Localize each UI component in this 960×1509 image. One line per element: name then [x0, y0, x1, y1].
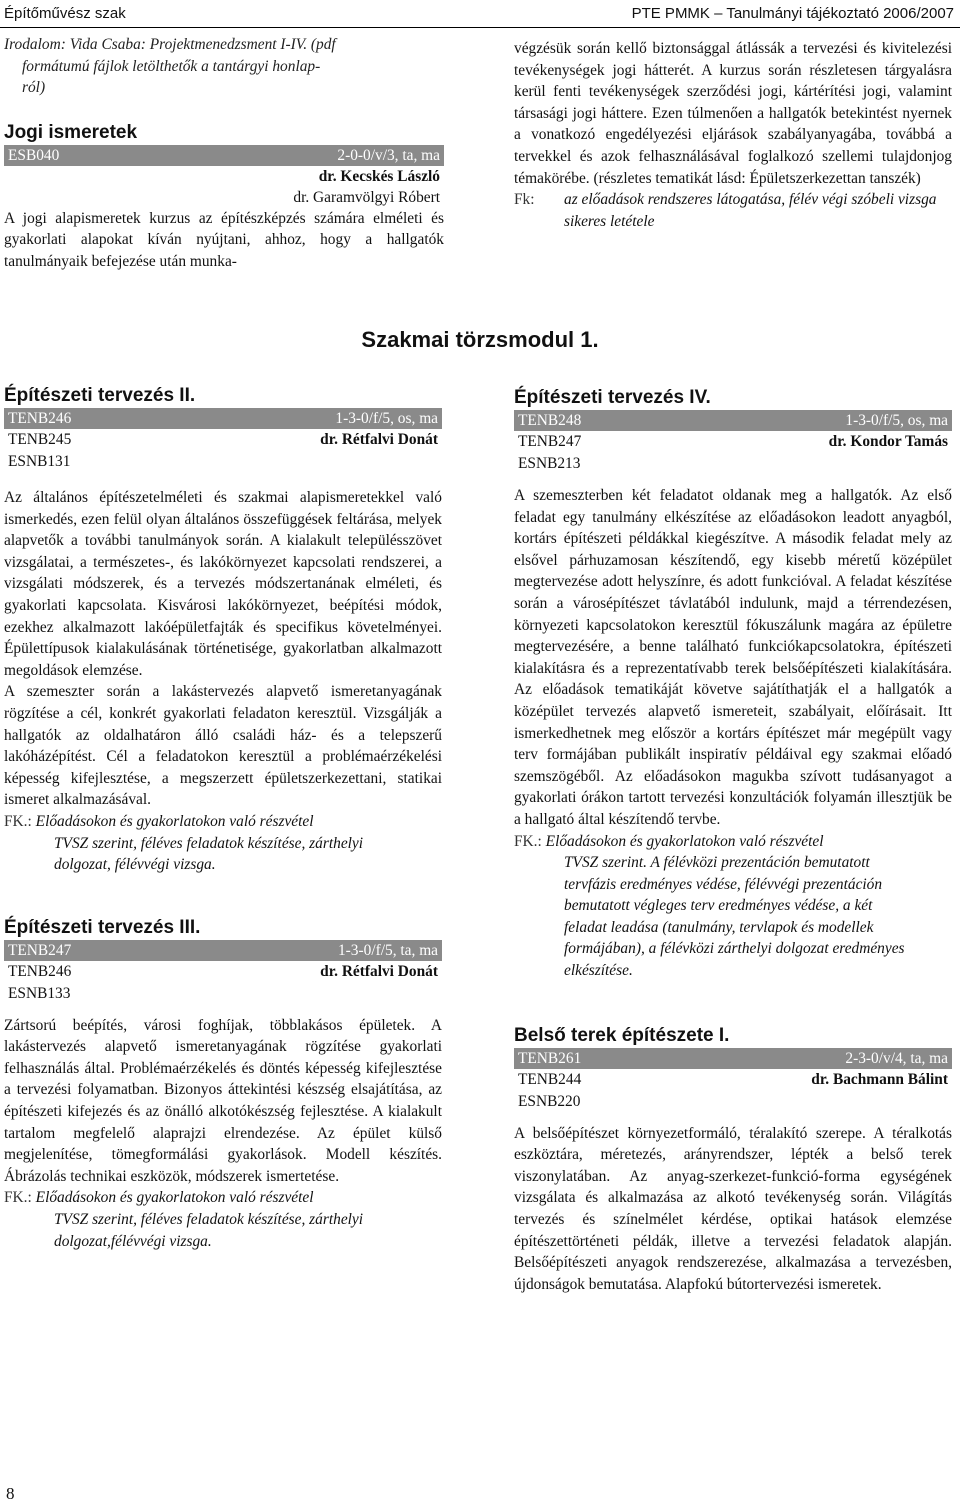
prereq-code: TENB246: [8, 962, 72, 980]
bottom-left-column: [4, 384, 442, 1252]
fk-rest: TVSZ szerint, féléves feladatok készítése, zárthelyi dolgozat,félévvégi vizsga.: [54, 1211, 364, 1250]
course-requirements-rest: [514, 852, 952, 982]
fk-label: FK.:: [514, 832, 542, 850]
fk-rest: TVSZ szerint, féléves feladatok készítése, zárthelyi dolgozat, félévvégi vizsga.: [54, 834, 364, 874]
literature-line-2: formátumú fájlok letölthetők a tantárgyi honlap-: [22, 57, 321, 75]
prereq-row: [4, 429, 442, 451]
course-code-bar: [514, 410, 952, 431]
prereq-row: [514, 1069, 952, 1091]
course-belso-terek-epiteszete-1: [514, 1024, 952, 1296]
course-code: TENB246: [8, 410, 72, 427]
module-title: Szakmai törzsmodul 1.: [361, 327, 599, 352]
course-title: Építészeti tervezés II.: [4, 385, 196, 406]
fk-line-1: Előadásokon és gyakorlatokon való részvétel: [35, 812, 314, 830]
course-credits: 1-3-0/f/5, ta, ma: [337, 941, 438, 959]
course-description-jogi: A jogi alapismeretek kurzus az építészképzés számára elméleti és gyakorlati alapokat kíván nyújtani, ahhoz, hogy a hallgatók tanulmányaik befejezése után munka-: [4, 209, 444, 270]
prereq-row-2: [514, 453, 952, 475]
course-credits: 1-3-0/f/5, os, ma: [335, 410, 438, 427]
prereq-row-2: [514, 1091, 952, 1113]
course-epiteszeti-tervezes-2: [4, 384, 442, 876]
course-title: Építészeti tervezés IV.: [514, 387, 711, 408]
course-requirements-rest: [4, 1209, 442, 1252]
course-credits: 2-3-0/v/4, ta, ma: [845, 1049, 948, 1067]
course-code-bar: [4, 940, 442, 961]
header-right: PTE PMMK – Tanulmányi tájékoztató 2006/2007: [631, 5, 954, 22]
course-title: Belső terek építészete I.: [514, 1024, 730, 1046]
fk-line-1: Előadásokon és gyakorlatokon való részvétel: [35, 1189, 314, 1207]
course-code: ESB040: [8, 146, 60, 164]
page-header: [0, 0, 960, 28]
fk-line-1: Előadásokon és gyakorlatokon való részvétel: [545, 832, 824, 850]
course-title: Építészeti tervezés III.: [4, 916, 201, 938]
course-code: TENB261: [518, 1049, 582, 1067]
course-paragraph: A szemeszterben két feladatot oldanak meg a hallgatók. Az első feladat egy tanulmány elkészítése az előadásokon leadott anyagból, kortárs építészeti példákkal kiegészítve. A második feladat mely az elsővel párhuzamosan készítendő, egy kisebb méretű középület megtervezése adott helyszínre, és adott funkcióval. A feladat készítése során a városépítészet távlatából indulunk, majd a térrendezésen, környezeti kapcsolatokon keresztül fókuszálunk magára az épületre megtervezésére, a benne található funkciókapcsolatokra, építészeti kialakításra és a reprezentatívabb terek belsőépítészeti kialakítására. Az előadások tematikáját követve sajátíthatják el a hallgatók a középület tervezés alapvető ismereteit, szabályait, előírásait. Itt ismerkedhetnek meg először a kortárs építészet már megépült vagy terv formájában publikált inspiratív példáival egy szakmai előadó szemszögéből. Az előadásokon magukba szívott tudásanyagot a gyakorlati órákon tartott tervezési konzultációk folyamán illesztjük be a hallgató által készítendő tervbe.: [514, 487, 952, 828]
lecturer: dr. Rétfalvi Donát: [320, 962, 438, 980]
course-epiteszeti-tervezes-3: [4, 916, 442, 1253]
course-code: TENB248: [518, 412, 582, 429]
top-left-column: [4, 34, 444, 273]
course-requirements: [4, 1187, 442, 1209]
page-number: 8: [6, 1484, 15, 1503]
course-code-bar: [514, 1048, 952, 1069]
course-paragraph: Zártsorú beépítés, városi foghíjak, többlakásos épületek. A lakástervezés alapvető ismeretanyagának rögzítése gyakorlati felhasználás által. Problémaérzékelés és döntés képesség kifejlesztése a tervezési folyamatban. Bizonyos áttekintési készség elsajátítása, az építészeti kifejezés és az önálló alkotókészség fejlesztése. A kialakult tartalom megfelelő alaprajzi elrendezése. Az épület külső megjelenítése, tömegformálási gyakorlások. Modell készítés. Ábrázolás technikai eszközök, módszerek ismertetése.: [4, 1016, 442, 1185]
prereq-code: TENB245: [8, 431, 72, 448]
course-epiteszeti-tervezes-4: [514, 386, 952, 982]
jogi-requirements: [514, 189, 952, 232]
top-right-column: [514, 38, 952, 232]
course-code-bar-jogi: [4, 145, 444, 166]
fk-label: FK.:: [4, 812, 32, 830]
header-left: Építőművész szak: [4, 5, 126, 22]
prereq-row-2: [4, 451, 442, 473]
course-requirements-rest: [4, 833, 442, 876]
prereq-code-2: ESNB133: [8, 984, 71, 1002]
prereq-row: [514, 431, 952, 453]
prereq-code: TENB247: [518, 433, 582, 450]
bottom-right-column: [514, 386, 952, 1295]
jogi-description-continued: végzésük során kellő biztonsággal átlássák a tervezési és kivitelezési tevékenységek jogi hátterét. A kurzus során részletesen tárgyalásra kerül fenti tevékenységek szerződési jogi, kártérítési jogi, valamint társasági jogi háttere. Ezen túlmenően a hallgatók betekintést nyernek a vonatkozó engedélyezési eljárások szabályanyagába, továbbá a tervekkel és azok felhasználásával foglalkozó szellemi tulajdonjog témakörébe. (részletes tematikát lásd: Épületszerkezettan tanszék): [514, 40, 952, 187]
course-code: TENB247: [8, 941, 72, 959]
course-paragraph: A szemeszter során a lakástervezés alapvető ismeretanyagának rögzítése a cél, konkrét gyakorlati feladaton keresztül. Vizsgálják a hallgatók az oldalhatáron álló családi ház- és a telepszerű lakóházépítést. Cél a feladatokon keresztül a problémaérzékelési képesség kifejlesztése, a megszerzett épületszerkezettani, statikai ismeret alkalmazásával.: [4, 683, 442, 809]
fk-rest: TVSZ szerint. A félévközi prezentáción bemutatott tervfázis eredményes védése, félévvégi prezentáción bemutatott végleges terv eredményes védése, a két feladat leadása (tanulmány, tervlapok és modellek formájában), a félévközi zárthelyi dolgozat eredményes elkészítése.: [564, 854, 905, 980]
prereq-code-2: ESNB220: [518, 1092, 581, 1110]
prereq-row: [4, 961, 442, 983]
fk-label: Fk:: [514, 191, 535, 209]
fk-text: az előadások rendszeres látogatása, félév végi szóbeli vizsga sikeres letétele: [564, 191, 937, 230]
literature-line-3: ról): [22, 79, 46, 97]
course-title-jogi: Jogi ismeretek: [4, 121, 138, 143]
lecturer: dr. Kondor Tamás: [828, 433, 948, 450]
lecturer-row-1: [4, 166, 444, 188]
lecturer-2: dr. Garamvölgyi Róbert: [293, 188, 440, 206]
course-credits: 1-3-0/f/5, os, ma: [845, 412, 948, 429]
course-paragraph: Az általános építészetelméleti és szakmai alapismeretekkel való ismerkedés, ezen felül olyan általános összefüggések feltárása, melyek alapvetők a további tanulmányok során. A kialakult településszövet vizsgálatai, a természetes-, és lakókörnyezet kapcsolati rendszerei, a vizsgálati módszerek, és a tervezés módszertanának elméleti, és gyakorlati kapcsolata. Kisvárosi lakókörnyezet, beépítési módok, ezekhez alkalmazott lakóépületfajták és specifikus követelményei. Épülettípusok kialakulásának történetisége, gyakorlatban alkalmazott megoldások elemzése.: [4, 489, 442, 679]
lecturer-row-2: [4, 188, 444, 208]
lecturer-1: dr. Kecskés László: [318, 167, 440, 185]
prereq-code-2: ESNB131: [8, 453, 71, 470]
course-requirements: [4, 811, 442, 833]
course-paragraph: A belsőépítészet környezetformáló, téralakító szerepe. A téralkotás eszköztára, méretezés, arányrendszer, lépték a belső terek viszonylatában. Az anyag-szerkezet-funkció-forma egységének vizsgálata és alkalmazása az alkotó tevékenység során. Világítás tervezés és színelmélet kérdése, optikai hatások elemzése építészettörténeti példák, illetve a tervezési feladatok alapján. Belsőépítészeti anyagok rendszerezése, alkalmazása a tervezésben, újdonságok bemutatása. Alapfokú bútortervezési ismeretek.: [514, 1124, 952, 1293]
literature-line-1: Irodalom: Vida Csaba: Projektmenedzsment I-IV. (pdf: [4, 36, 336, 53]
prereq-row-2: [4, 983, 442, 1005]
prereq-code: TENB244: [518, 1070, 582, 1088]
lecturer: dr. Rétfalvi Donát: [320, 431, 438, 448]
lecturer: dr. Bachmann Bálint: [811, 1070, 948, 1088]
course-credits: 2-0-0/v/3, ta, ma: [337, 146, 440, 164]
course-code-bar: [4, 408, 442, 429]
fk-label: FK.:: [4, 1189, 32, 1207]
prereq-code-2: ESNB213: [518, 455, 581, 472]
course-requirements: [514, 831, 952, 853]
